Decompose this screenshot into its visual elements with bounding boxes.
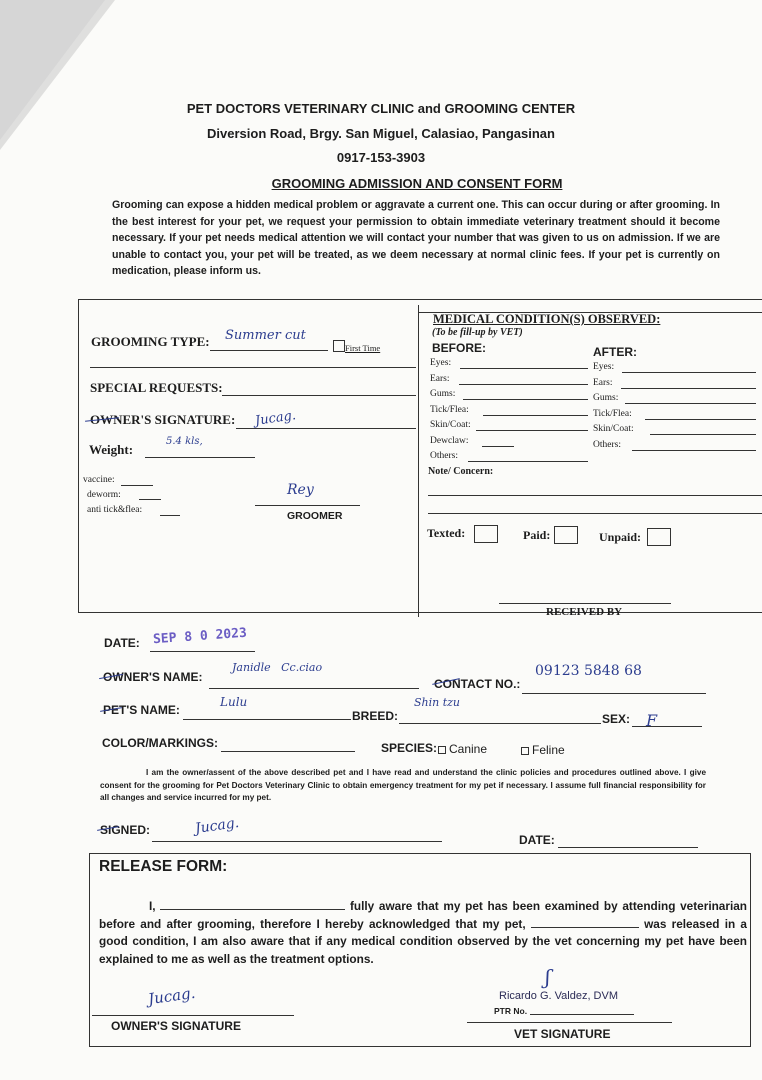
- first-time-label: First Time: [345, 343, 381, 353]
- sex-label: SEX:: [602, 712, 631, 726]
- after-item-line[interactable]: [625, 403, 756, 404]
- medical-condition-title: MEDICAL CONDITION(S) OBSERVED:: [433, 312, 661, 326]
- consent-date-line: [558, 847, 698, 848]
- release-form-title: RELEASE FORM:: [99, 858, 228, 875]
- date-label: DATE:: [104, 636, 140, 650]
- sex-value: F: [646, 711, 658, 730]
- note-line-2: [428, 513, 762, 514]
- deworm-label: deworm:: [87, 490, 121, 500]
- date-line: [150, 651, 255, 652]
- species-label: SPECIES:: [381, 741, 438, 755]
- grooming-type-label: GROOMING TYPE:: [91, 334, 210, 349]
- after-item-line[interactable]: [645, 419, 756, 420]
- after-item-label: Eyes:: [593, 362, 615, 372]
- weight-value: 5.4 kls,: [166, 436, 203, 447]
- weight-label: Weight:: [89, 442, 134, 457]
- special-requests-label: SPECIAL REQUESTS:: [90, 380, 223, 395]
- ptr-label: PTR No.: [494, 1006, 528, 1016]
- before-item-label: Dewclaw:: [430, 435, 469, 446]
- before-item-line[interactable]: [460, 368, 588, 369]
- after-item-line[interactable]: [650, 434, 756, 435]
- ptr-line: [530, 1014, 634, 1015]
- after-item-label: Others:: [593, 439, 621, 450]
- before-label: BEFORE:: [432, 341, 486, 355]
- before-item-label: Tick/Flea:: [430, 404, 469, 415]
- after-item-label: Gums:: [593, 393, 619, 403]
- vet-signature-label: VET SIGNATURE: [514, 1027, 611, 1041]
- clinic-address: Diversion Road, Brgy. San Miguel, Calasiao, Pangasinan: [207, 126, 555, 141]
- vet-subtitle: (To be fill-up by VET): [432, 327, 523, 338]
- after-item-line[interactable]: [621, 388, 756, 389]
- clinic-phone: 0917-153-3903: [336, 150, 426, 165]
- intro-text: Grooming can expose a hidden medical problem or aggravate a current one. This can occur during or after grooming. In the best interest for your pet, we request your permission to obtain immediate veterinary treatment should it become necessary. If your pet needs medical attention we will contact your number that was given to us on admission. If we are unable to contact you, your pet will be treated, as we deem necessary at normal clinic fees. If your pet is currently on medication, please inform us.: [112, 199, 720, 277]
- release-pet-blank[interactable]: [531, 927, 639, 928]
- anti-tick-label: anti tick&flea:: [87, 505, 143, 515]
- groomer-line: [255, 505, 360, 506]
- feline-label: Feline: [532, 743, 565, 757]
- contact-line: [522, 693, 706, 694]
- after-item-line[interactable]: [622, 372, 756, 373]
- section-divider: [418, 305, 419, 617]
- breed-value: Shin tzu: [414, 696, 461, 709]
- before-item-line[interactable]: [468, 461, 588, 462]
- before-item-line[interactable]: [483, 415, 588, 416]
- before-item-line[interactable]: [476, 430, 588, 431]
- vaccine-line: [121, 485, 153, 486]
- anti-tick-line: [160, 515, 180, 516]
- after-item-label: Ears:: [593, 377, 613, 388]
- groomer-signature: Rey: [287, 482, 314, 498]
- sex-line: [632, 726, 702, 727]
- owner-name-label: OWNER'S NAME:: [103, 670, 203, 684]
- owner-signature-line: [236, 428, 416, 429]
- after-label: AFTER:: [593, 345, 637, 359]
- feline-checkbox[interactable]: [521, 747, 529, 755]
- color-markings-line: [221, 751, 355, 752]
- release-owner-label: OWNER'S SIGNATURE: [111, 1019, 241, 1033]
- release-text: [99, 898, 747, 968]
- received-by-label: RECEIVED BY: [546, 606, 623, 618]
- contact-label: CONTACT NO.:: [434, 677, 521, 691]
- grooming-type-value: Summer cut: [225, 328, 306, 343]
- grooming-extra-line: [90, 367, 416, 368]
- grooming-type-line: [210, 350, 328, 351]
- form-title: GROOMING ADMISSION AND CONSENT FORM: [271, 176, 563, 191]
- received-by-line: [499, 603, 671, 604]
- texted-label: Texted:: [427, 526, 466, 540]
- release-owner-signature: Jucag.: [146, 983, 197, 1009]
- release-text-i: I,: [149, 899, 156, 913]
- date-stamp: SEP 8 0 2023: [152, 625, 248, 648]
- vet-signature-line: [467, 1022, 672, 1023]
- owner-signature-value: Jucag.: [254, 408, 297, 429]
- release-text-3: was released in a good condition, I am also aware that if any medical condition observed by the vet concerning my pet have been explained to me as well as the treatment options.: [99, 916, 747, 966]
- before-item-label: Skin/Coat:: [430, 420, 471, 430]
- signed-label: SIGNED:: [100, 823, 151, 837]
- breed-label: BREED:: [352, 709, 399, 723]
- pet-name-value: Lulu: [220, 695, 248, 709]
- color-markings-label: COLOR/MARKINGS:: [102, 736, 218, 750]
- canine-label: Canine: [449, 742, 488, 756]
- release-name-blank[interactable]: [160, 909, 345, 910]
- before-item-label: Eyes:: [430, 358, 452, 368]
- special-requests-line: [222, 395, 416, 396]
- owner-signature-label: OWNER'S SIGNATURE:: [90, 412, 236, 427]
- release-text-2: fully aware that my pet has been examined by attending veterinarian before and after grooming, therefore I hereby acknowledged that my pet,: [99, 899, 748, 931]
- pet-name-label: PET'S NAME:: [103, 703, 180, 717]
- note-label: Note/ Concern:: [428, 466, 494, 477]
- paid-checkbox[interactable]: [554, 526, 578, 544]
- groomer-label: GROOMER: [287, 510, 343, 522]
- deworm-line: [139, 499, 161, 500]
- unpaid-checkbox[interactable]: [647, 528, 671, 546]
- before-item-line[interactable]: [463, 399, 588, 400]
- before-item-label: Ears:: [430, 373, 450, 384]
- vet-signature-mark: ʃ: [545, 965, 551, 989]
- vaccine-label: vaccine:: [83, 475, 115, 485]
- before-item-label: Gums:: [430, 389, 456, 399]
- pet-name-line: [183, 719, 351, 720]
- after-item-label: Tick/Flea:: [593, 408, 632, 419]
- paid-label: Paid:: [523, 528, 551, 542]
- before-item-label: Others:: [430, 451, 458, 461]
- signed-line: [152, 841, 442, 842]
- note-line-1: [428, 495, 762, 496]
- consent-date-label: DATE:: [519, 833, 555, 847]
- owner-name-line: [209, 688, 419, 689]
- before-item-line[interactable]: [459, 384, 588, 385]
- clinic-name: PET DOCTORS VETERINARY CLINIC and GROOMING CENTER: [186, 101, 576, 116]
- consent-text: I am the owner/assent of the above described pet and I have read and understand the clinic policies and procedures outlined above. I give consent for the grooming for Pet Doctors Veterinary Clinic to obtain emergency treatment for my pet if necessary. I assume full financial responsibility for all changes and service incurred for my pet.: [100, 768, 706, 802]
- breed-line: [399, 723, 601, 724]
- release-owner-line: [92, 1015, 294, 1016]
- texted-checkbox[interactable]: [474, 525, 498, 543]
- after-item-label: Skin/Coat:: [593, 424, 634, 434]
- weight-line: [145, 457, 255, 458]
- contact-value: 09123 5848 68: [535, 663, 642, 679]
- before-item-line[interactable]: [482, 446, 514, 447]
- first-time-checkbox[interactable]: [333, 340, 345, 352]
- signed-value: Jucag.: [194, 814, 241, 838]
- canine-checkbox[interactable]: [438, 746, 446, 754]
- owner-name-value: Janidle Cc.ciao: [232, 661, 323, 674]
- unpaid-label: Unpaid:: [599, 530, 642, 544]
- vet-name: Ricardo G. Valdez, DVM: [499, 990, 619, 1002]
- after-item-line[interactable]: [632, 450, 756, 451]
